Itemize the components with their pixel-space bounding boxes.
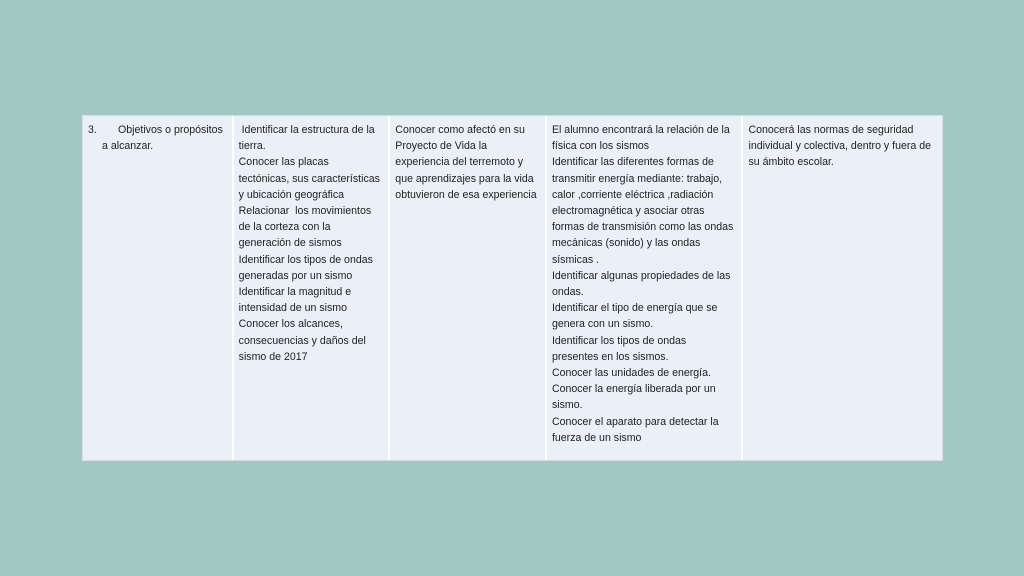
objective-line: Conocer el aparato para detectar la fuerza de un sismo [551, 415, 722, 444]
objective-line: Identificar los tipos de ondas generadas por un sismo [238, 253, 376, 282]
objective-line: Conocer la energía liberada por un sismo. [551, 383, 719, 412]
objective-line: Identificar el tipo de energía que se genera con un sismo. [551, 302, 721, 331]
item-number: 3. [88, 124, 97, 136]
objective-line: Relacionar los movimientos de la corteza con la generación de sismos [238, 205, 375, 250]
objective-line: Identificar algunas propiedades de las ondas. [551, 269, 734, 299]
objective-line: Identificar las diferentes formas de transmitir energía mediante: trabajo, calor ,corriente eléctrica ,radiación electromagnética y asociar otras formas de transmisión como las ondas mecánicas (sonido) y las ondas sísmicas . [551, 156, 737, 266]
objective-line: Conocer los alcances, consecuencias y daños del sismo de 2017 [238, 318, 369, 363]
table-cell-safety-norms [743, 116, 942, 460]
objective-line: Conocer las unidades de energía. [551, 367, 711, 380]
objective-line: Identificar los tipos de ondas presentes en los sismos. [551, 334, 690, 363]
table-cell-objectives-heading [83, 116, 234, 460]
objectives-table [82, 115, 943, 461]
table-cell-earth-structure [234, 116, 391, 460]
objective-line: Identificar la magnitud e intensidad de un sismo [238, 286, 355, 315]
objective-line: Conocer las placas tectónicas, sus características y ubicación geográfica [238, 156, 383, 201]
objective-line: Identificar la estructura de la tierra. [238, 124, 378, 153]
table-cell-physics [547, 116, 744, 460]
objectives-heading-continuation: a alcanzar. [102, 140, 154, 153]
table-cell-life-project [390, 116, 547, 460]
objective-line: Conocer como afectó en su Proyecto de Vida la experiencia del terremoto y que aprendizajes para la vida obtuvieron de esa experiencia [395, 124, 537, 201]
objectives-heading: Objetivos o propósitos [118, 124, 223, 136]
objective-line: Conocerá las normas de seguridad individual y colectiva, dentro y fuera de su ámbito escolar. [748, 124, 934, 169]
objective-line: El alumno encontrará la relación de la física con los sismos [551, 124, 733, 153]
